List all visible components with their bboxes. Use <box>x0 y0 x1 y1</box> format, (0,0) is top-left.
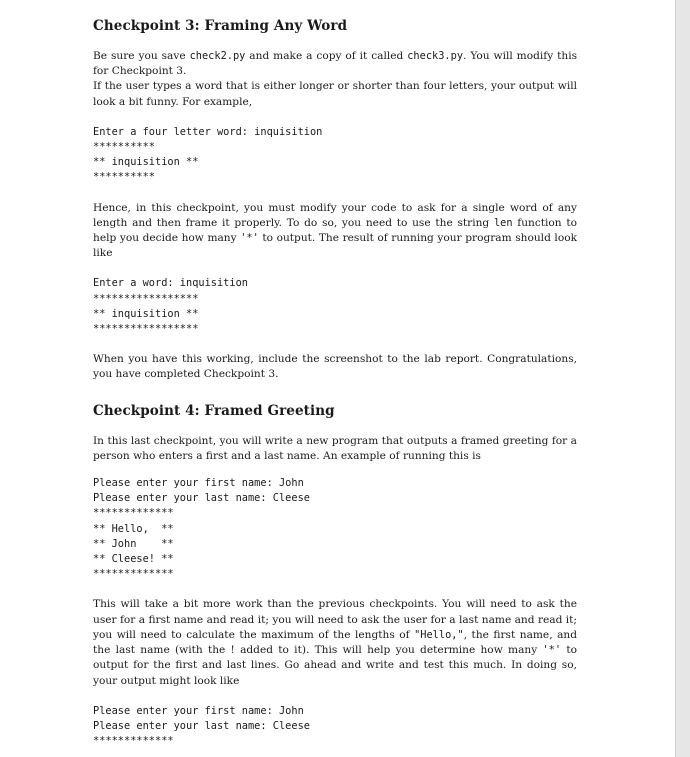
code-star: '*' <box>240 232 259 245</box>
cp4-example-2 <box>93 704 577 750</box>
cp3-paragraph-2: If the user types a word that is either longer or shorter than four letters, your output will look a bit funny. For example, <box>93 80 577 108</box>
cp4-example-1 <box>93 476 577 582</box>
code-line: Please enter your last name: Cleese <box>93 492 310 505</box>
code-line: ** Cleese! ** <box>93 553 174 566</box>
cp3-paragraph-3: Hence, in this checkpoint, you must modify your code to ask for a single word of any length and then frame it properly. To do so, you need to use the string len function to help you decide how many '*' to output. The result of running your program should look like <box>93 201 577 260</box>
checkpoint-4-title: Checkpoint 4: Framed Greeting <box>93 402 335 419</box>
code-line: ********** <box>93 141 155 154</box>
code-line: Enter a four letter word: inquisition <box>93 125 323 138</box>
cp3-example-1 <box>93 125 577 186</box>
code-line: ************* <box>93 568 174 581</box>
cp3-paragraph-1: Be sure you save check2.py and make a copy of it called check3.py. You will modify this for Checkpoint 3. <box>93 50 578 78</box>
document-page <box>93 18 577 749</box>
checkpoint-3-title: Checkpoint 3: Framing Any Word <box>93 18 348 34</box>
code-line: Please enter your first name: John <box>93 704 304 717</box>
code-line: ***************** <box>93 292 199 305</box>
code-line: ** inquisition ** <box>93 307 199 320</box>
code-line: ** John ** <box>93 537 174 550</box>
code-check3: check3.py <box>407 50 464 62</box>
code-line: Please enter your first name: John <box>93 477 304 490</box>
code-line: ***************** <box>93 323 199 336</box>
cp3-paragraph-4: When you have this working, include the screenshot to the lab report. Congratulations, you have completed Checkpoint 3. <box>93 353 577 381</box>
code-len: len <box>493 216 513 229</box>
code-check2: check2.py <box>189 50 246 62</box>
code-line: ********** <box>93 171 155 184</box>
code-line: Enter a word: inquisition <box>93 277 248 290</box>
cp4-paragraph-2: This will take a bit more work than the previous checkpoints. You will need to ask the user for a first name and read it; you will need to ask the user for a last name and read it; you will need to calculate the maximum of the lengths of "Hello,", the first name, and the last name (with the ! added to it). This will help you determine how many '*' to output for the first and last lines. Go ahead and write and test this much. In doing so, your output might look like <box>93 598 577 687</box>
code-star: '*' <box>542 644 562 657</box>
cp3-example-2 <box>93 276 577 337</box>
code-line: Please enter your last name: Cleese <box>93 719 310 732</box>
code-line: ************* <box>93 735 174 748</box>
code-line: ************* <box>93 507 174 520</box>
code-line: ** Hello, ** <box>93 522 174 535</box>
cp4-paragraph-1: In this last checkpoint, you will write a new program that outputs a framed greeting for a person who enters a first and a last name. An example of running this is <box>93 434 577 462</box>
code-hello: "Hello," <box>414 628 464 641</box>
code-line: ** inquisition ** <box>93 156 199 169</box>
viewer-scroll-strip[interactable] <box>675 0 690 757</box>
